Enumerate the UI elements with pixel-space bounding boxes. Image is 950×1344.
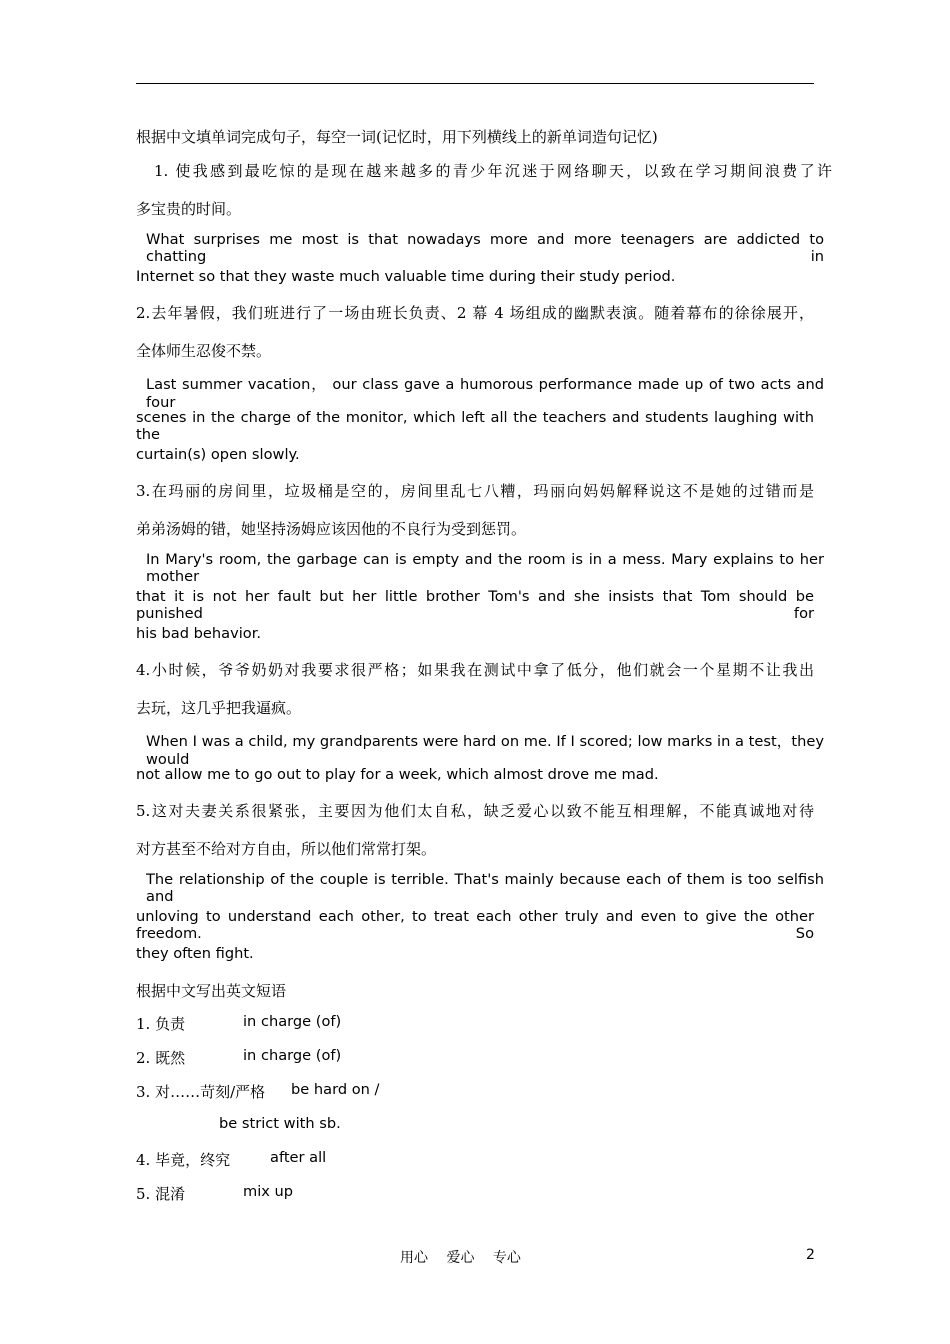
phrase-answer: in charge (of)	[243, 1013, 342, 1030]
item-1-english-line-2: Internet so that they waste much valuable time during their study period.	[136, 268, 676, 285]
phrase-row	[136, 1047, 185, 1068]
item-3-english-line-3: his bad behavior.	[136, 625, 262, 642]
item-5-english-line-3: they often fight.	[136, 945, 254, 962]
phrase-row	[136, 1183, 185, 1204]
item-1-chinese-line-1: 1. 使我感到最吃惊的是现在越来越多的青少年沉迷于网络聊天，以致在学习期间浪费了许	[154, 162, 832, 180]
phrase-row	[136, 1149, 230, 1170]
page-footer	[400, 1247, 535, 1267]
item-2-chinese-line-2: 全体师生忍俊不禁。	[136, 342, 272, 360]
instructions-phrases: 根据中文写出英文短语	[136, 982, 287, 1000]
item-5-english-line-1: The relationship of the couple is terrible. That's mainly because each of them is too selfish and	[146, 871, 824, 905]
item-5-english-line-2: unloving to understand each other, to treat each other truly and even to give the other freedom. So	[136, 908, 814, 942]
item-4-english-line-1: When I was a child, my grandparents were hard on me. If I scored; low marks in a test，they would	[146, 733, 824, 768]
instructions-fill-words: 根据中文填单词完成句子，每空一词(记忆时，用下列横线上的新单词造句记忆)	[136, 128, 658, 146]
page-number: 2	[806, 1247, 815, 1263]
phrase-answer: be strict with sb.	[219, 1115, 341, 1132]
phrase-chinese: 4. 毕竟，终究	[136, 1151, 231, 1169]
phrase-answer: after all	[270, 1149, 327, 1166]
footer-text: 用心	[400, 1250, 428, 1266]
item-3-english-line-1: In Mary's room, the garbage can is empty and the room is in a mess. Mary explains to her mother	[146, 551, 824, 585]
item-4-chinese-line-2: 去玩，这几乎把我逼疯。	[136, 699, 302, 717]
phrase-row	[136, 1013, 185, 1034]
phrase-answer: mix up	[243, 1183, 294, 1200]
phrase-row	[136, 1081, 265, 1102]
item-1-english-line-1: What surprises me most is that nowadays more and more teenagers are addicted to chatting in	[146, 231, 824, 265]
item-2-english-line-2: scenes in the charge of the monitor, which left all the teachers and students laughing with the	[136, 409, 814, 443]
footer-text: 爱心	[446, 1250, 475, 1266]
item-3-chinese-line-1: 3.在玛丽的房间里，垃圾桶是空的，房间里乱七八糟，玛丽向妈妈解释说这不是她的过错而是	[136, 482, 814, 500]
phrase-chinese: 1. 负责	[136, 1015, 186, 1033]
item-4-chinese-line-1: 4.小时候，爷爷奶奶对我要求很严格；如果我在测试中拿了低分，他们就会一个星期不让我出	[136, 661, 814, 679]
item-5-chinese-line-2: 对方甚至不给对方自由，所以他们常常打架。	[136, 840, 437, 858]
item-5-chinese-line-1: 5.这对夫妻关系很紧张，主要因为他们太自私，缺乏爱心以致不能互相理解，不能真诚地对待	[136, 802, 814, 820]
footer-text: 专心	[492, 1250, 521, 1266]
phrase-chinese: 5. 混淆	[136, 1185, 186, 1203]
item-2-chinese-line-1: 2.去年暑假，我们班进行了一场由班长负责、2 幕 4 场组成的幽默表演。随着幕布的徐徐展开，	[136, 304, 814, 322]
phrase-answer: be hard on /	[291, 1081, 380, 1098]
item-4-english-line-2: not allow me to go out to play for a week, which almost drove me mad.	[136, 766, 659, 783]
item-3-chinese-line-2: 弟弟汤姆的错，她坚持汤姆应该因他的不良行为受到惩罚。	[136, 520, 527, 538]
item-2-english-line-1: Last summer vacation， our class gave a humorous performance made up of two acts and four	[146, 376, 824, 411]
item-3-english-line-2: that it is not her fault but her little brother Tom's and she insists that Tom should be punished for	[136, 588, 814, 622]
phrase-chinese: 3. 对……苛刻/严格	[136, 1083, 266, 1101]
phrase-chinese: 2. 既然	[136, 1049, 186, 1067]
item-1-chinese-line-2: 多宝贵的时间。	[136, 200, 242, 218]
item-2-english-line-3: curtain(s) open slowly.	[136, 446, 300, 463]
phrase-answer: in charge (of)	[243, 1047, 342, 1064]
header-rule	[136, 83, 814, 84]
